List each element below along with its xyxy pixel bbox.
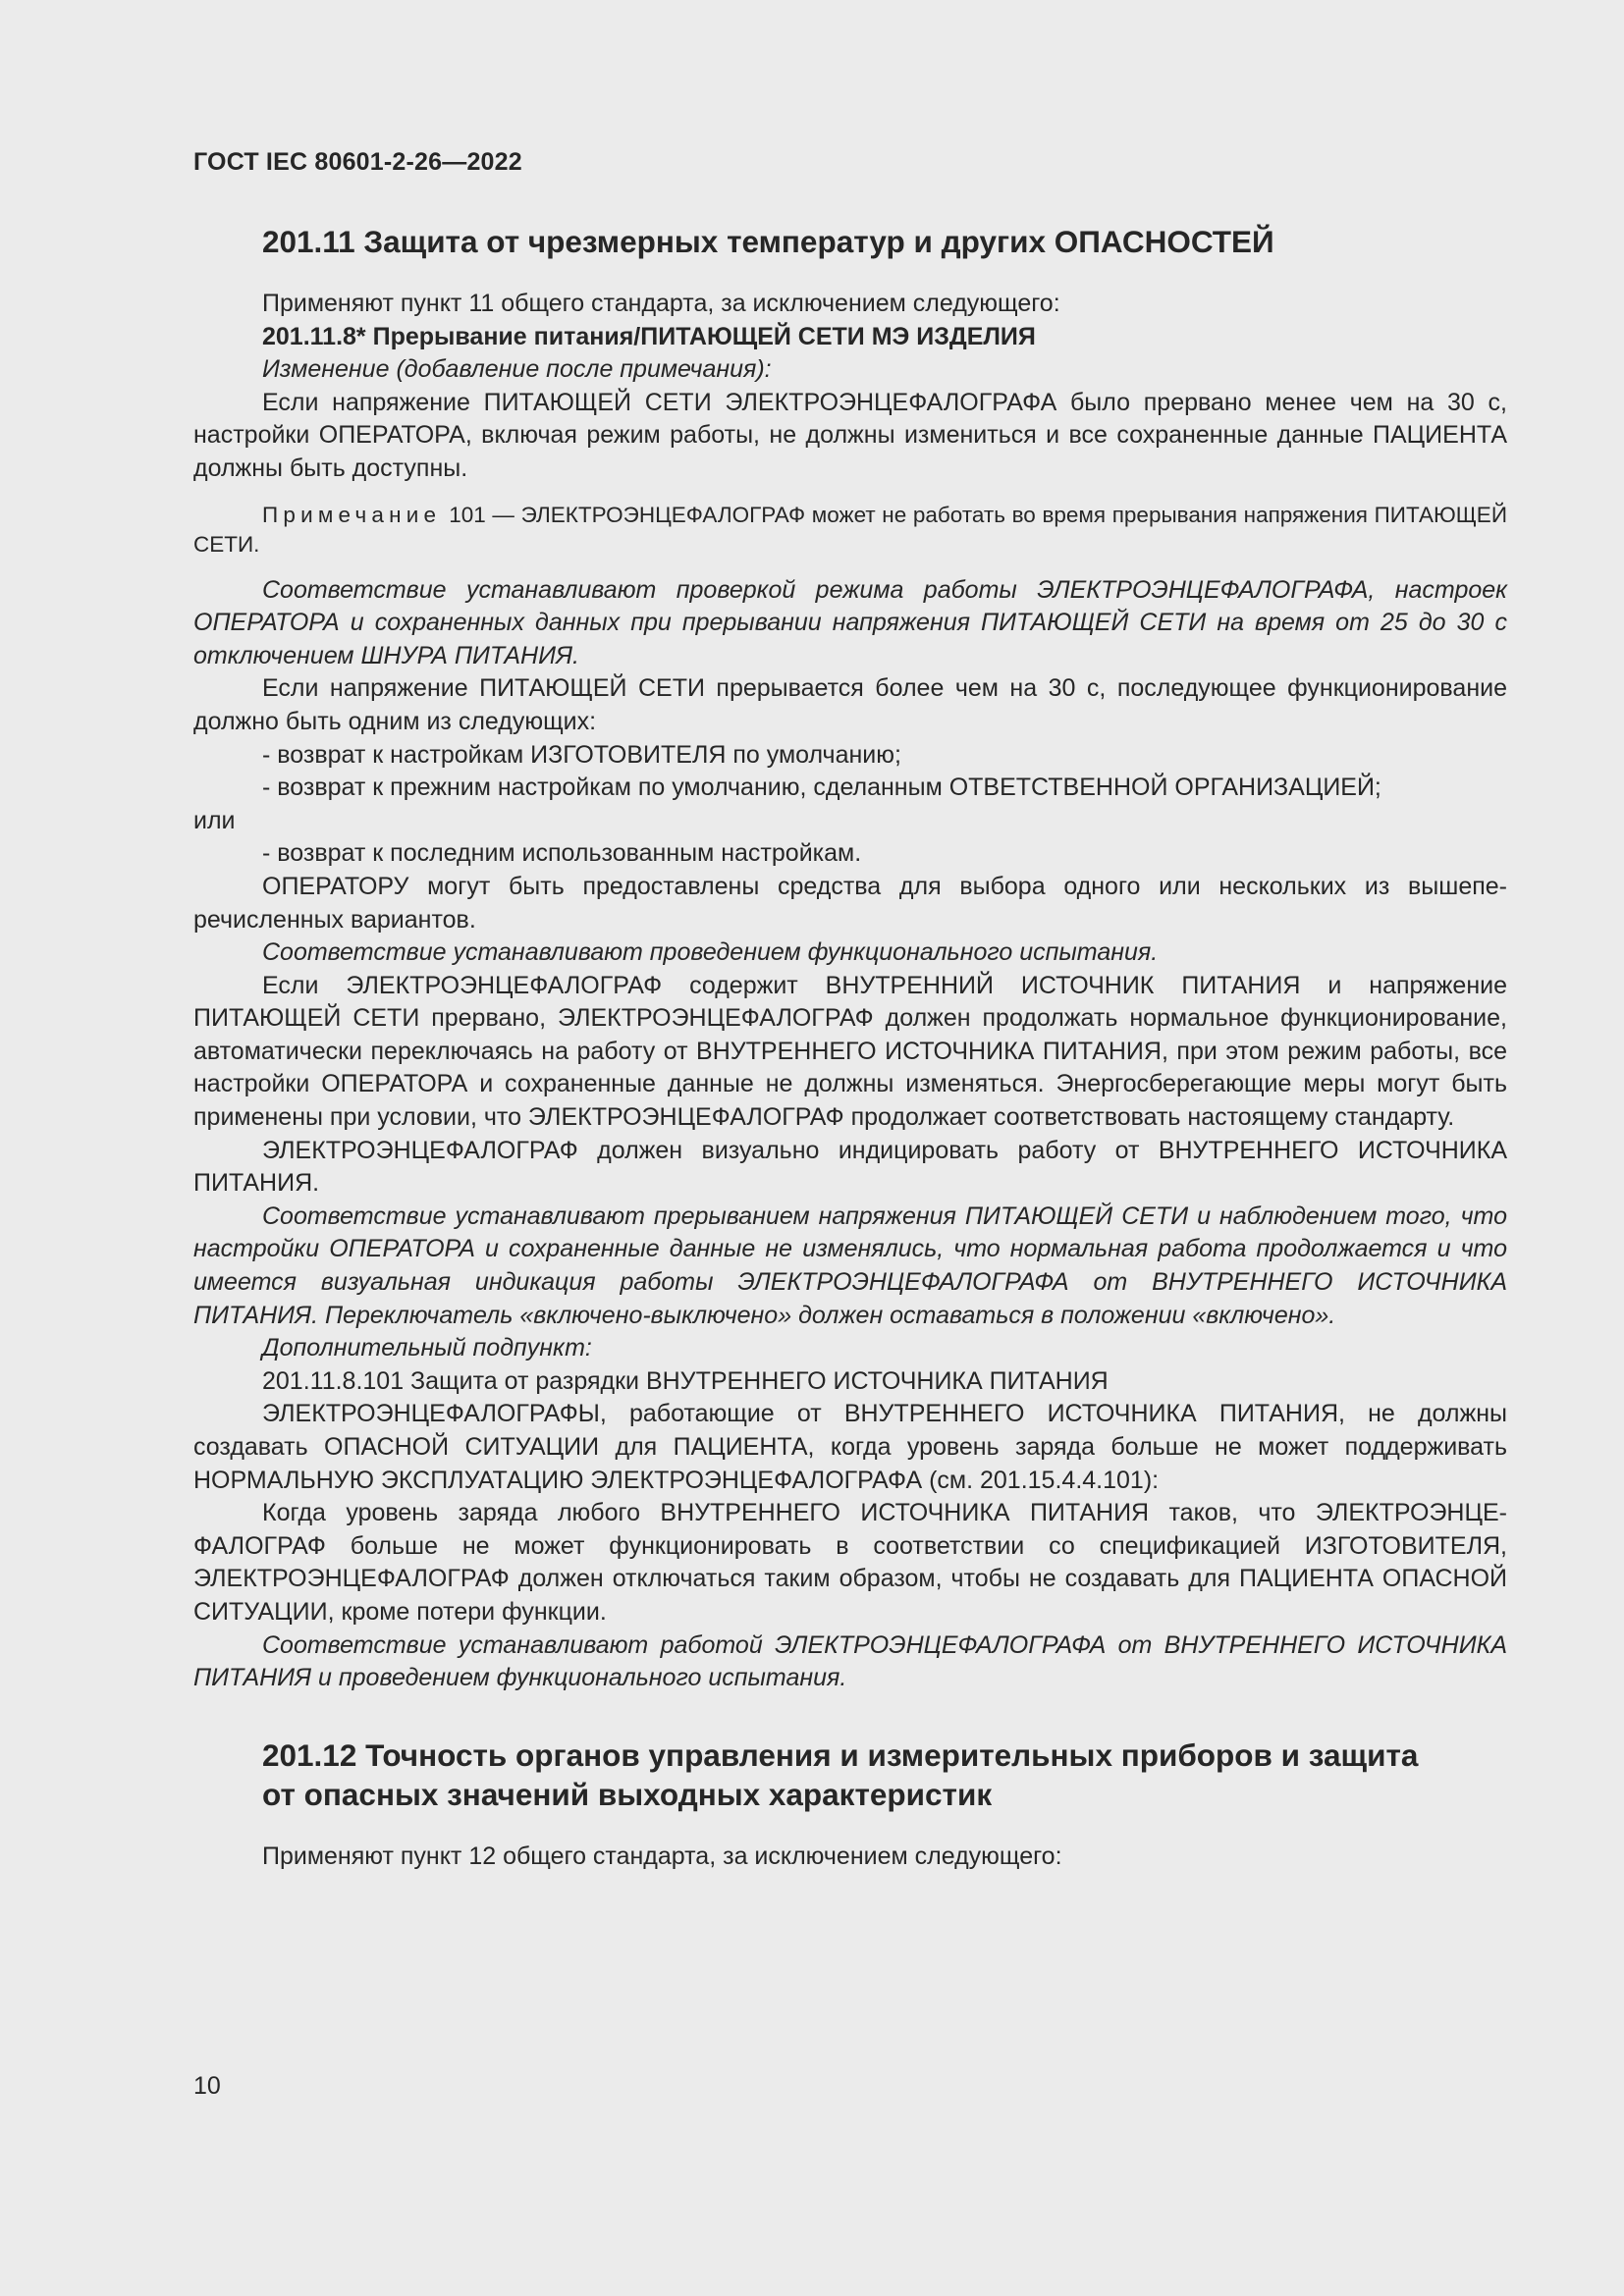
page-content — [193, 222, 1507, 1873]
note-label: Примечание — [262, 502, 442, 527]
section-201-11-intro: Применяют пункт 11 общего стандарта, за исключением следующего: — [262, 290, 1060, 317]
paragraph-discharge-shutdown: Когда уровень заряда любого ВНУТРЕННЕГО ИСТОЧНИКА ПИТАНИЯ таков, что ЭЛЕКТРОЭНЦЕФАЛОГРАФ больше не может функционировать в соответствии со спецификацией ИЗГОТОВИТЕЛЯ, ЭЛЕКТРОЭНЦЕФАЛОГРАФ должен отключаться таким образом, чтобы не создавать для ПАЦИЕНТА ОПАСНОЙ СИТУАЦИИ, кроме потери функции. — [193, 1499, 1507, 1626]
section-201-11-title: 201.11 Защита от чрезмерных температур и других ОПАСНОСТЕЙ — [262, 224, 1274, 259]
compliance-statement-1: Соответствие устанавливают проверкой режима работы ЭЛЕКТРОЭНЦЕФАЛОГРАФА, настроек ОПЕРАТОРА и сохраненных данных при прерывании напряжения ПИТАЮЩЕЙ СЕТИ на время от 25 до 30 с отключением ШНУРА ПИТАНИЯ. — [193, 575, 1507, 669]
note-101 — [193, 501, 1507, 560]
paragraph-mains-interruption-long: Если напряжение ПИТАЮЩЕЙ СЕТИ прерывается более чем на 30 с, последующее функционирование должно быть одним из следующих: — [193, 674, 1507, 735]
list-item: - возврат к прежним настройкам по умолчанию, сделанным ОТВЕТСТВЕННОЙ ОРГАНИЗАЦИЕЙ; — [262, 774, 1381, 802]
section-201-12-title-line2: от опасных значений выходных характеристик — [262, 1776, 993, 1812]
paragraph-internal-power-source: Если ЭЛЕКТРОЭНЦЕФАЛОГРАФ содержит ВНУТРЕННИЙ ИСТОЧНИК ПИТАНИЯ и напряжение ПИТАЮЩЕЙ СЕТИ прервано, ЭЛЕКТРОЭНЦЕФАЛОГРАФ должен продолжать нормальное функционирование, автоматически переключаясь на работу от ВНУТРЕННЕГО ИСТОЧНИКА ПИТАНИЯ, при этом режим работы, все настройки ОПЕРАТОРА и сохраненные данные не должны изменяться. Энергосберегающие меры могут быть применены при условии, что ЭЛЕКТРОЭНЦЕФАЛОГРАФ продолжает соответствовать настоящему стандарту. — [193, 971, 1507, 1132]
paragraph-visual-indication: ЭЛЕКТРОЭНЦЕФАЛОГРАФ должен визуально индицировать работу от ВНУТРЕННЕГО ИСТОЧНИКА ПИТАНИЯ. — [193, 1136, 1507, 1198]
page-number: 10 — [193, 2072, 221, 2100]
note-text: 101 — ЭЛЕКТРОЭНЦЕФАЛОГРАФ может не работать во время прерывания напряжения ПИТАЮЩЕЙ СЕТИ. — [193, 502, 1507, 557]
section-201-12-title — [193, 1735, 1507, 1814]
document-header-id: ГОСТ IEC 80601-2-26—2022 — [193, 148, 522, 176]
paragraph-discharge-hazard: ЭЛЕКТРОЭНЦЕФАЛОГРАФЫ, работающие от ВНУТРЕННЕГО ИСТОЧНИКА ПИТАНИЯ, не должны создавать ОПАСНОЙ СИТУАЦИИ для ПАЦИЕНТА, когда уровень заряда больше не может поддерживать НОРМАЛЬНУЮ ЭКСПЛУАТАЦИЮ ЭЛЕКТРОЭНЦЕФАЛОГРАФА (см. 201.15.4.4.101): — [193, 1400, 1507, 1494]
additional-subclause-label: Дополнительный подпункт: — [262, 1334, 592, 1362]
subclause-201-11-8-101-title: 201.11.8.101 Защита от разрядки ВНУТРЕННЕГО ИСТОЧНИКА ПИТАНИЯ — [262, 1366, 1109, 1395]
paragraph-mains-interruption-short: Если напряжение ПИТАЮЩЕЙ СЕТИ ЭЛЕКТРОЭНЦЕФАЛОГРАФА было прервано менее чем на 30 с, настройки ОПЕРАТОРА, включая режим работы, не должны измениться и все сохраненные данные ПАЦИЕНТА должны быть доступны. — [193, 388, 1507, 482]
section-201-12-intro: Применяют пункт 12 общего стандарта, за исключением следующего: — [262, 1842, 1062, 1870]
change-label: Изменение (добавление после примечания): — [262, 355, 772, 384]
subclause-201-11-8-title: 201.11.8* Прерывание питания/ПИТАЮЩЕЙ СЕТИ МЭ ИЗДЕЛИЯ — [262, 322, 1036, 350]
list-item: - возврат к последним использованным настройкам. — [262, 839, 862, 868]
paragraph-operator-selection: ОПЕРАТОРУ могут быть предоставлены средства для выбора одного или нескольких из вышеперечисленных вариантов. — [193, 872, 1507, 934]
compliance-statement-2: Соответствие устанавливают проведением функционального испытания. — [262, 938, 1159, 967]
list-item: - возврат к настройкам ИЗГОТОВИТЕЛЯ по умолчанию; — [262, 740, 901, 769]
or-word: или — [193, 806, 236, 834]
compliance-statement-3: Соответствие устанавливают прерыванием напряжения ПИТАЮЩЕЙ СЕТИ и наблюдением того, что настройки ОПЕРАТОРА и сохраненные данные не изменялись, что нормальная работа продолжается и что имеется визуальная индикация работы ЭЛЕКТРОЭНЦЕФАЛОГРАФА от ВНУТРЕННЕГО ИСТОЧНИКА ПИТАНИЯ. Переключатель «включено-выключено» должен оставаться в положении «включено». — [193, 1201, 1507, 1329]
compliance-statement-4: Соответствие устанавливают работой ЭЛЕКТРОЭНЦЕФАЛОГРАФА от ВНУТРЕННЕГО ИСТОЧНИКА ПИТАНИЯ и проведением функционального испытания. — [193, 1630, 1507, 1692]
section-201-12-title-line1: 201.12 Точность органов управления и измерительных приборов и защита — [262, 1736, 1419, 1773]
